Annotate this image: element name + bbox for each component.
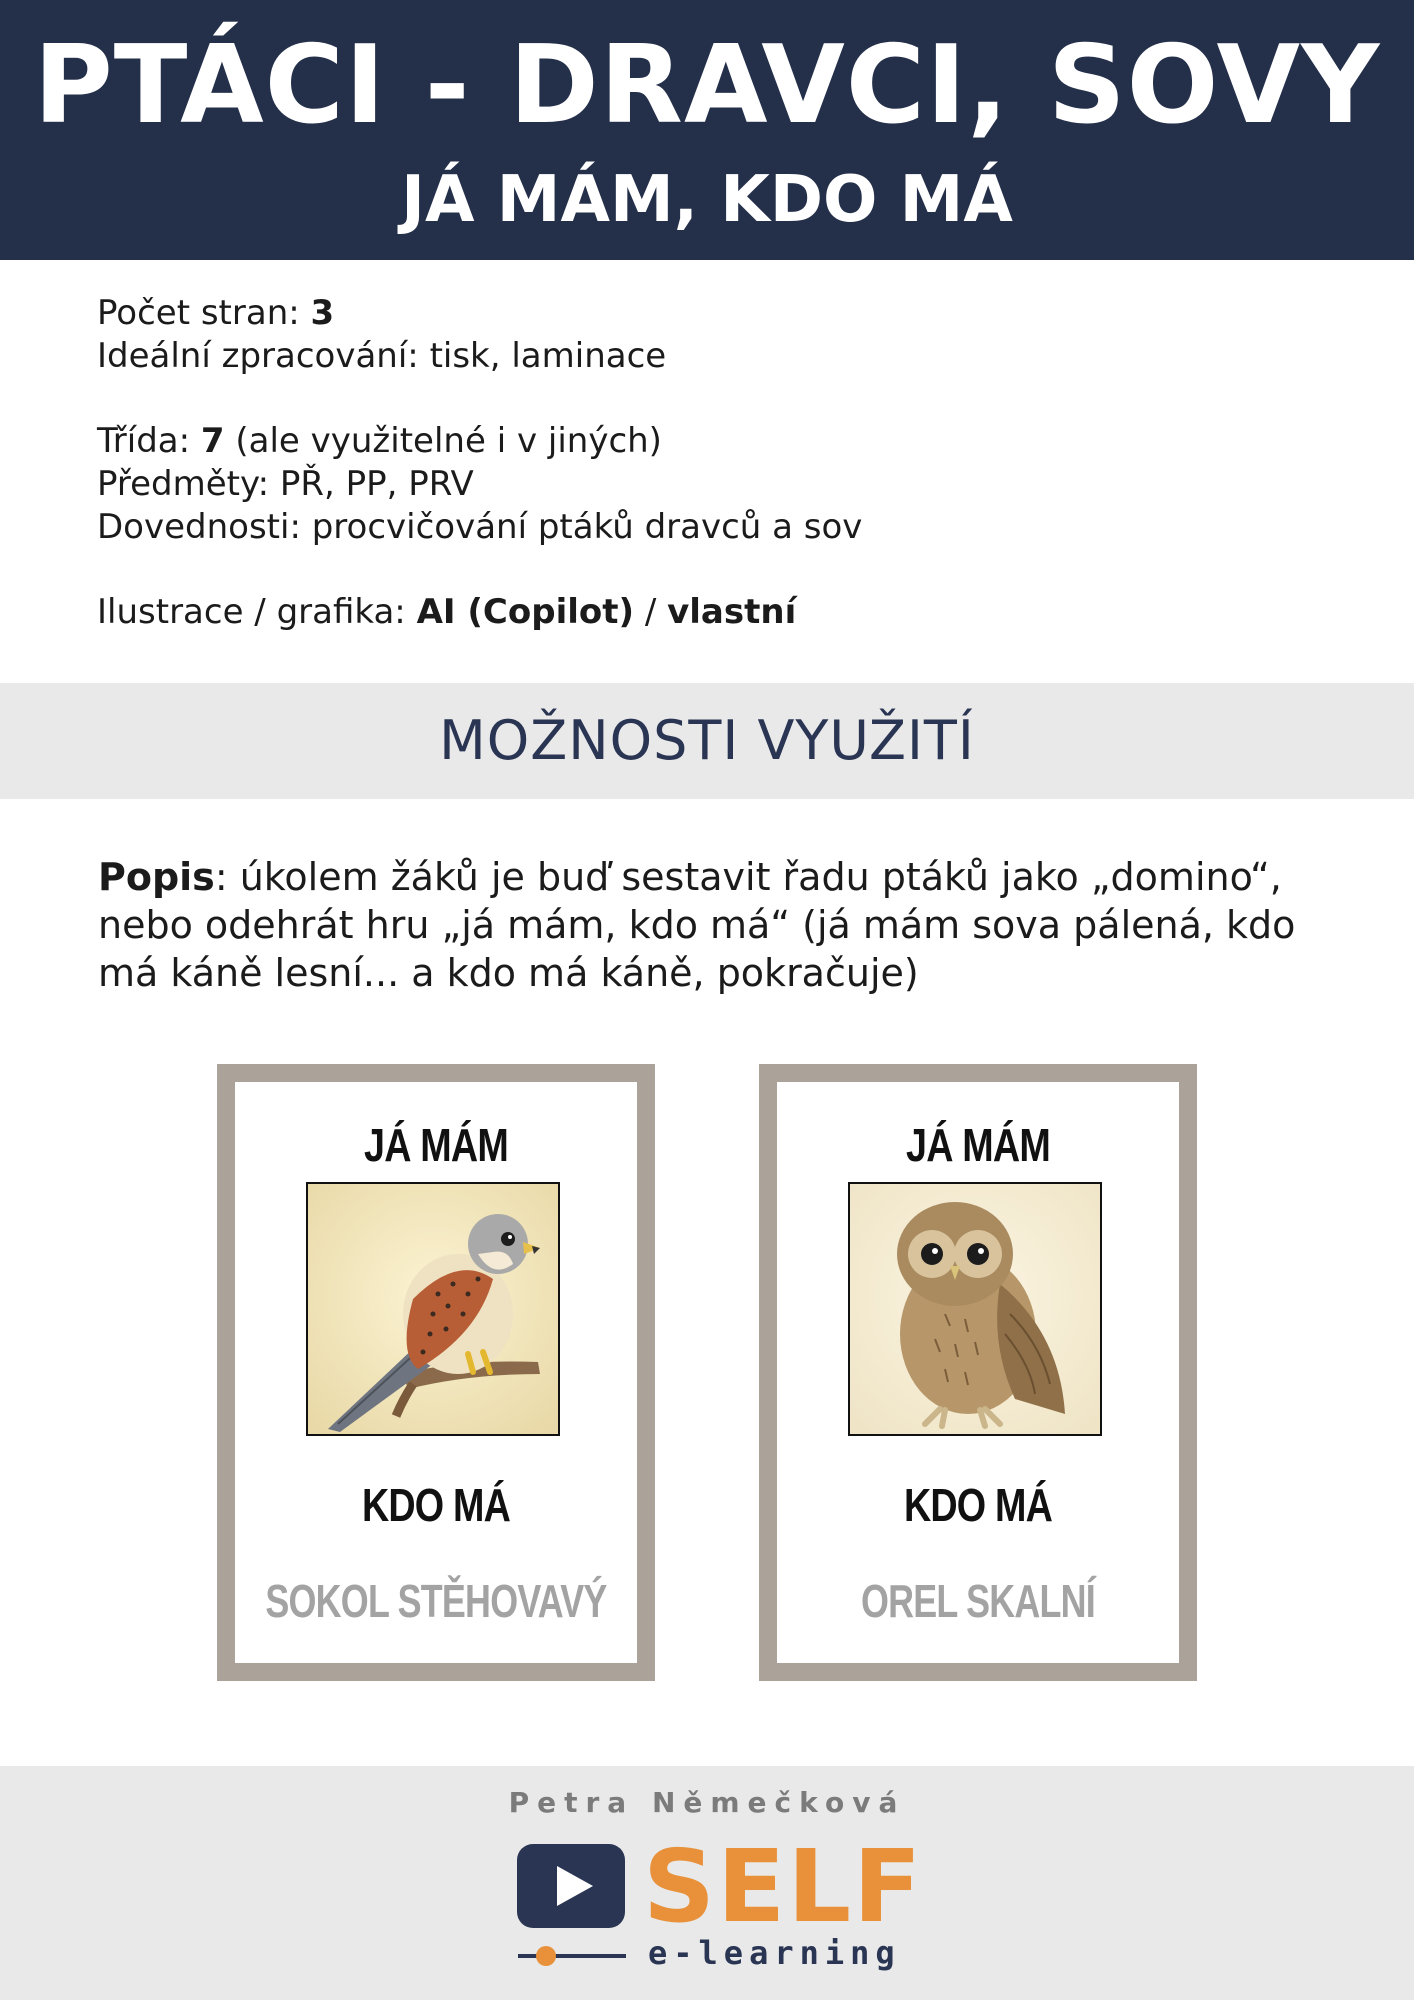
- description-text: : úkolem žáků je buď sestavit řadu ptáků jako „domino“, nebo odehrát hru „já mám, kdo má“ (já mám sova pálená, kdo má káně lesní... a kdo má káně, pokračuje): [98, 855, 1296, 995]
- game-card: [759, 1064, 1197, 1681]
- section-title: MOŽNOSTI VYUŽITÍ: [439, 709, 975, 772]
- grade-value: 7: [200, 421, 225, 461]
- play-icon: [517, 1844, 625, 1928]
- processing-line: Ideální zpracování: tisk, laminace: [97, 336, 667, 376]
- subjects-line: Předměty: PŘ, PP, PRV: [97, 464, 474, 504]
- brand-logo-text: SELF: [643, 1828, 924, 1945]
- page-count-line: [97, 292, 1317, 335]
- author-name: Petra Němečková: [508, 1786, 906, 1819]
- page-header: [0, 0, 1414, 260]
- illustration-ai: AI (Copilot): [416, 592, 635, 632]
- game-card: [217, 1064, 655, 1681]
- grade-label: Třída:: [97, 421, 201, 461]
- illustration-line: [97, 591, 1317, 634]
- description: [98, 853, 1338, 997]
- skills-line: Dovednosti: procvičování ptáků dravců a sov: [97, 507, 863, 547]
- tawny-owl-illustration: [850, 1184, 1100, 1434]
- card-answer: OREL SKALNÍ: [861, 1575, 1095, 1627]
- info-block: [97, 292, 1317, 634]
- illustration-own: vlastní: [667, 592, 797, 632]
- page-subtitle: JÁ MÁM, KDO MÁ: [401, 163, 1013, 237]
- kestrel-illustration: [308, 1184, 558, 1434]
- page-count-value: 3: [310, 293, 335, 333]
- timeline-icon: [516, 1944, 636, 1968]
- brand-subtitle: e-learning: [648, 1934, 901, 1972]
- section-band: [0, 683, 1414, 799]
- illustration-label: Ilustrace / grafika:: [97, 592, 417, 632]
- card-bottom-label: KDO MÁ: [903, 1479, 1053, 1531]
- page-title: PTÁCI - DRAVCI, SOVY: [33, 23, 1381, 148]
- footer: [0, 1766, 1414, 2000]
- page-count-label: Počet stran:: [97, 293, 311, 333]
- card-bottom-label: KDO MÁ: [361, 1479, 511, 1531]
- bird-image-kestrel: [306, 1182, 560, 1436]
- illustration-separator: /: [634, 592, 668, 632]
- bird-image-owl: [848, 1182, 1102, 1436]
- card-top-label: JÁ MÁM: [906, 1119, 1050, 1171]
- grade-line: [97, 420, 1317, 463]
- grade-note: (ale využitelné i v jiných): [224, 421, 662, 461]
- description-label: Popis: [98, 855, 215, 899]
- card-top-label: JÁ MÁM: [364, 1119, 508, 1171]
- card-answer: SOKOL STĚHOVAVÝ: [265, 1575, 607, 1627]
